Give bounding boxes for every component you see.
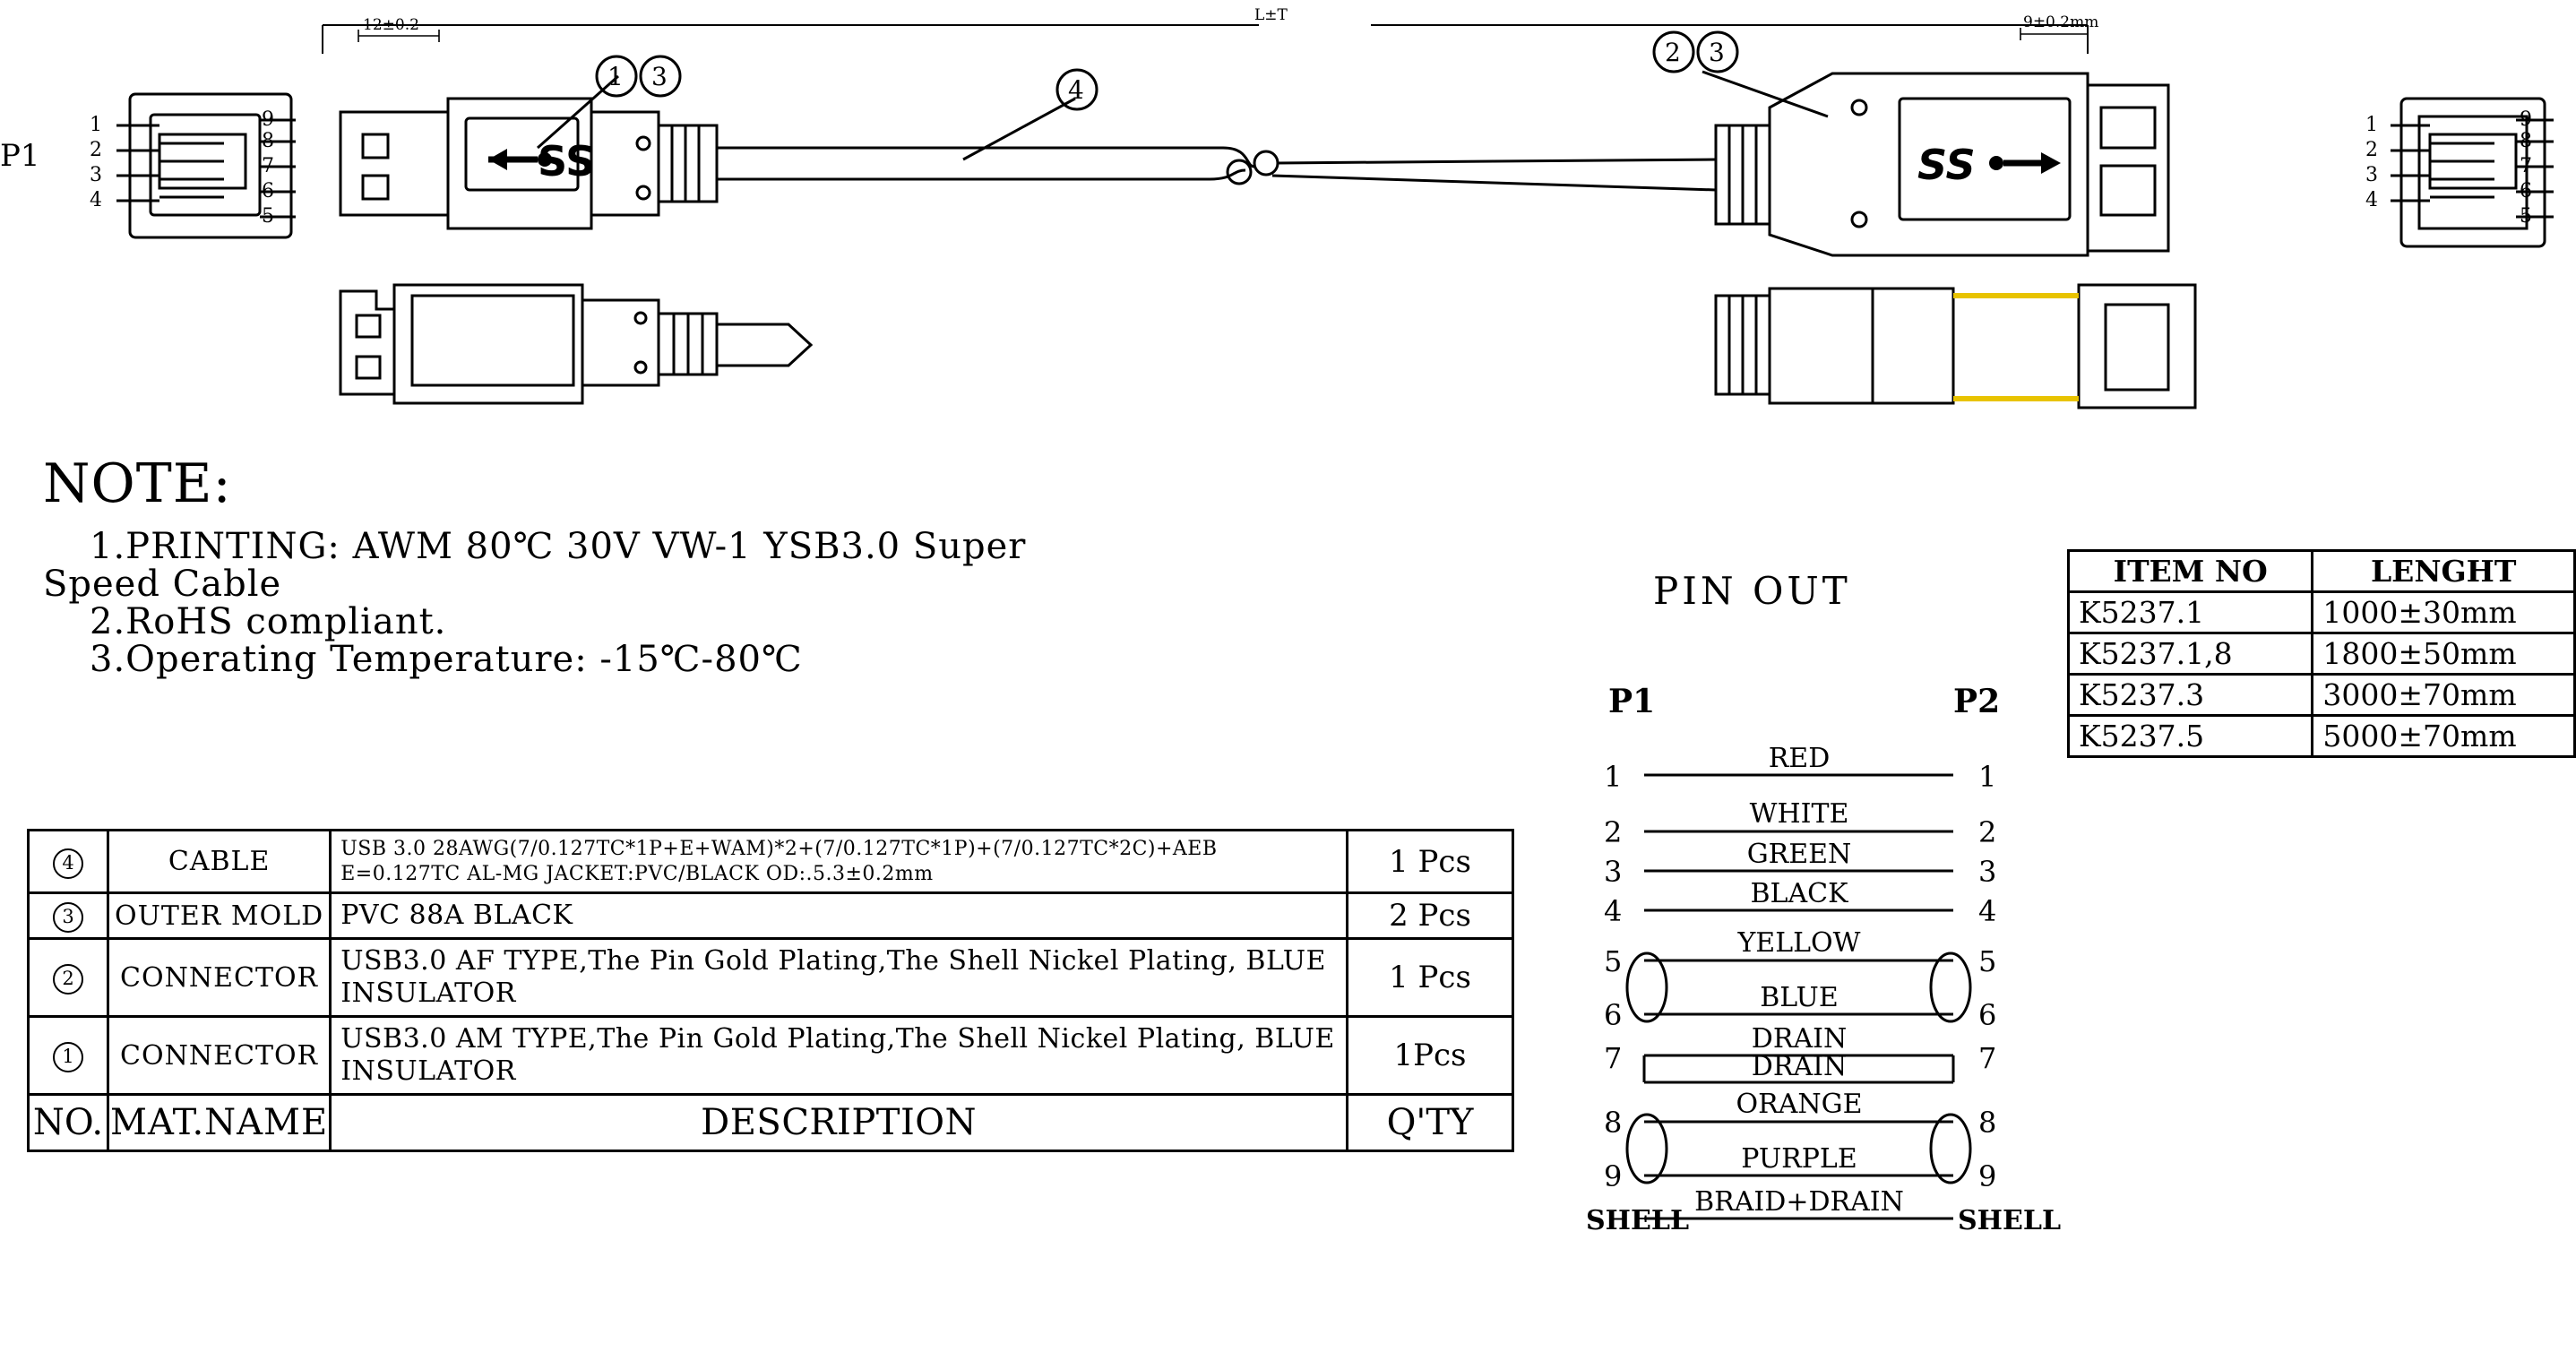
table-row [2069, 592, 2575, 633]
svg-text:1: 1 [90, 114, 102, 136]
svg-text:4: 4 [2365, 189, 2378, 211]
table-row [2069, 633, 2575, 675]
bom-col-qty: Q'TY [1348, 1095, 1513, 1151]
usb-a-female-side-view [1716, 285, 2195, 408]
svg-text:WHITE: WHITE [1749, 798, 1849, 830]
p1-label: P1 [0, 138, 40, 174]
table-row [29, 1017, 1513, 1095]
svg-text:1: 1 [1604, 760, 1623, 794]
pinout-right-pin-numbers [1978, 760, 1996, 1193]
svg-text:8: 8 [262, 130, 274, 152]
usb-a-male-side-view [340, 285, 811, 403]
table-row [29, 893, 1513, 939]
svg-text:BLACK: BLACK [1750, 878, 1848, 909]
svg-text:7: 7 [262, 155, 274, 177]
svg-text:7: 7 [1604, 1041, 1623, 1075]
svg-text:5: 5 [1604, 944, 1623, 978]
balloon-3a-text: 3 [651, 62, 668, 91]
svg-text:5: 5 [1978, 944, 1997, 978]
svg-text:3: 3 [1978, 855, 1997, 889]
overall-length-dimension [323, 25, 2088, 54]
table-header-row [2069, 551, 2575, 592]
bom-description: USB 3.0 28AWG(7/0.127TC*1P+E+WAM)*2+(7/0.127TC*1P)+(7/0.127TC*2C)+AEB E=0.127TC AL-MG JACKET:PVC/BLACK OD:.5.3±0.2mm [331, 831, 1348, 893]
svg-text:9: 9 [1978, 1159, 1997, 1193]
balloon-1-text: 1 [607, 62, 624, 91]
item-length-table [2067, 549, 2576, 758]
svg-text:6: 6 [1978, 998, 1997, 1032]
bom-material-name: OUTER MOLD [108, 893, 331, 939]
svg-text:BRAID+DRAIN: BRAID+DRAIN [1694, 1186, 1904, 1218]
item-no-value: K5237.1,8 [2069, 633, 2313, 675]
svg-text:RED: RED [1768, 743, 1831, 774]
circled-number: 1 [53, 1042, 83, 1072]
svg-text:3: 3 [90, 164, 102, 186]
circled-number: 3 [53, 902, 83, 933]
bom-col-description: DESCRIPTION [331, 1095, 1348, 1151]
note-line: 1.PRINTING: AWM 80℃ 30V VW-1 YSB3.0 Super [90, 526, 1027, 567]
bill-of-materials-table [27, 829, 1514, 1152]
pinout-p1-header: P1 [1608, 683, 1656, 720]
svg-text:7: 7 [2520, 155, 2532, 177]
dim-left-text: 12±0.2 [363, 16, 419, 34]
pinout-wire-labels [1694, 743, 1904, 1218]
col-length: LENGHT [2313, 551, 2575, 592]
bom-item-number [29, 893, 108, 939]
bom-col-matname: MAT.NAME [108, 1095, 331, 1151]
balloon-2-leader [1702, 72, 1828, 116]
svg-text:5: 5 [262, 205, 274, 228]
cable-body [717, 148, 1716, 190]
svg-text:4: 4 [1604, 894, 1623, 928]
pinout-shell-right: SHELL [1958, 1205, 2062, 1236]
svg-text:8: 8 [2520, 130, 2532, 152]
length-value: 1000±30mm [2313, 592, 2575, 633]
note-block [43, 452, 1297, 678]
bom-item-number [29, 939, 108, 1017]
svg-text:9: 9 [1604, 1159, 1623, 1193]
note-line: Speed Cable [43, 564, 282, 605]
balloon-3b-text: 3 [1709, 38, 1725, 67]
svg-text:3: 3 [2365, 164, 2378, 186]
circled-number: 4 [53, 848, 83, 879]
svg-text:ORANGE: ORANGE [1736, 1089, 1863, 1120]
bom-description: PVC 88A BLACK [331, 893, 1348, 939]
svg-text:1: 1 [1978, 760, 1997, 794]
length-value: 3000±70mm [2313, 675, 2575, 716]
svg-text:YELLOW: YELLOW [1737, 927, 1861, 959]
item-no-value: K5237.5 [2069, 716, 2313, 757]
bom-description: USB3.0 AF TYPE,The Pin Gold Plating,The Shell Nickel Plating, BLUE INSULATOR [331, 939, 1348, 1017]
note-line: 2.RoHS compliant. [90, 601, 447, 642]
bom-item-number [29, 831, 108, 893]
ss-text-left: SS [538, 137, 596, 185]
svg-text:1: 1 [2365, 114, 2378, 136]
cable-assembly-drawing [0, 0, 2576, 430]
balloon-4-text: 4 [1068, 75, 1084, 105]
note-lines [43, 528, 1297, 678]
svg-text:2: 2 [1978, 815, 1997, 849]
svg-text:8: 8 [1604, 1106, 1623, 1140]
svg-text:7: 7 [1978, 1041, 1997, 1075]
item-no-value: K5237.3 [2069, 675, 2313, 716]
pinout-p2-header: P2 [1953, 683, 2001, 720]
bom-quantity: 1Pcs [1348, 1017, 1513, 1095]
bom-material-name: CONNECTOR [108, 1017, 331, 1095]
svg-text:8: 8 [1978, 1106, 1997, 1140]
svg-text:GREEN: GREEN [1746, 839, 1852, 870]
bom-quantity: 1 Pcs [1348, 939, 1513, 1017]
svg-text:4: 4 [90, 189, 102, 211]
table-row [2069, 675, 2575, 716]
balloon-4-leader [963, 99, 1075, 159]
bom-material-name: CONNECTOR [108, 939, 331, 1017]
bom-quantity: 1 Pcs [1348, 831, 1513, 893]
bom-quantity: 2 Pcs [1348, 893, 1513, 939]
svg-text:3: 3 [1604, 855, 1623, 889]
table-row [2069, 716, 2575, 757]
bom-description: USB3.0 AM TYPE,The Pin Gold Plating,The Shell Nickel Plating, BLUE INSULATOR [331, 1017, 1348, 1095]
svg-text:PURPLE: PURPLE [1741, 1143, 1857, 1175]
bom-material-name: CABLE [108, 831, 331, 893]
pinout-title: PIN OUT [1653, 569, 1851, 613]
ss-text-right: SS [1917, 141, 1976, 189]
svg-text:6: 6 [1604, 998, 1623, 1032]
table-row [29, 939, 1513, 1017]
svg-text:2: 2 [1604, 815, 1623, 849]
circled-number: 2 [53, 964, 83, 995]
pinout-left-pin-numbers [1604, 760, 1622, 1193]
pinout-shell-left: SHELL [1586, 1205, 1690, 1236]
usb-a-male-plug-left [340, 99, 717, 228]
dim-length-text: L±T [1254, 6, 1288, 24]
bom-item-number [29, 1017, 108, 1095]
svg-text:2: 2 [2365, 139, 2378, 161]
svg-text:4: 4 [1978, 894, 1997, 928]
svg-text:9: 9 [262, 108, 274, 131]
col-item-no: ITEM NO [2069, 551, 2313, 592]
balloon-2-text: 2 [1665, 38, 1681, 67]
note-title: NOTE: [43, 452, 232, 515]
svg-text:5: 5 [2520, 205, 2532, 228]
pinout-diagram [1577, 681, 2079, 1344]
svg-text:DRAIN: DRAIN [1751, 1051, 1848, 1082]
svg-text:2: 2 [90, 139, 102, 161]
svg-text:6: 6 [262, 180, 274, 202]
bom-col-no: NO. [29, 1095, 108, 1151]
svg-text:9: 9 [2520, 108, 2532, 131]
svg-text:DRAIN: DRAIN [1751, 1023, 1848, 1055]
svg-text:6: 6 [2520, 180, 2532, 202]
length-value: 5000±70mm [2313, 716, 2575, 757]
svg-text:BLUE: BLUE [1760, 982, 1839, 1013]
note-line: 3.Operating Temperature: -15℃-80℃ [90, 639, 803, 680]
table-row [29, 831, 1513, 893]
length-value: 1800±50mm [2313, 633, 2575, 675]
table-header-row [29, 1095, 1513, 1151]
item-no-value: K5237.1 [2069, 592, 2313, 633]
dim-right-text: 9±0.2mm [2023, 13, 2099, 31]
